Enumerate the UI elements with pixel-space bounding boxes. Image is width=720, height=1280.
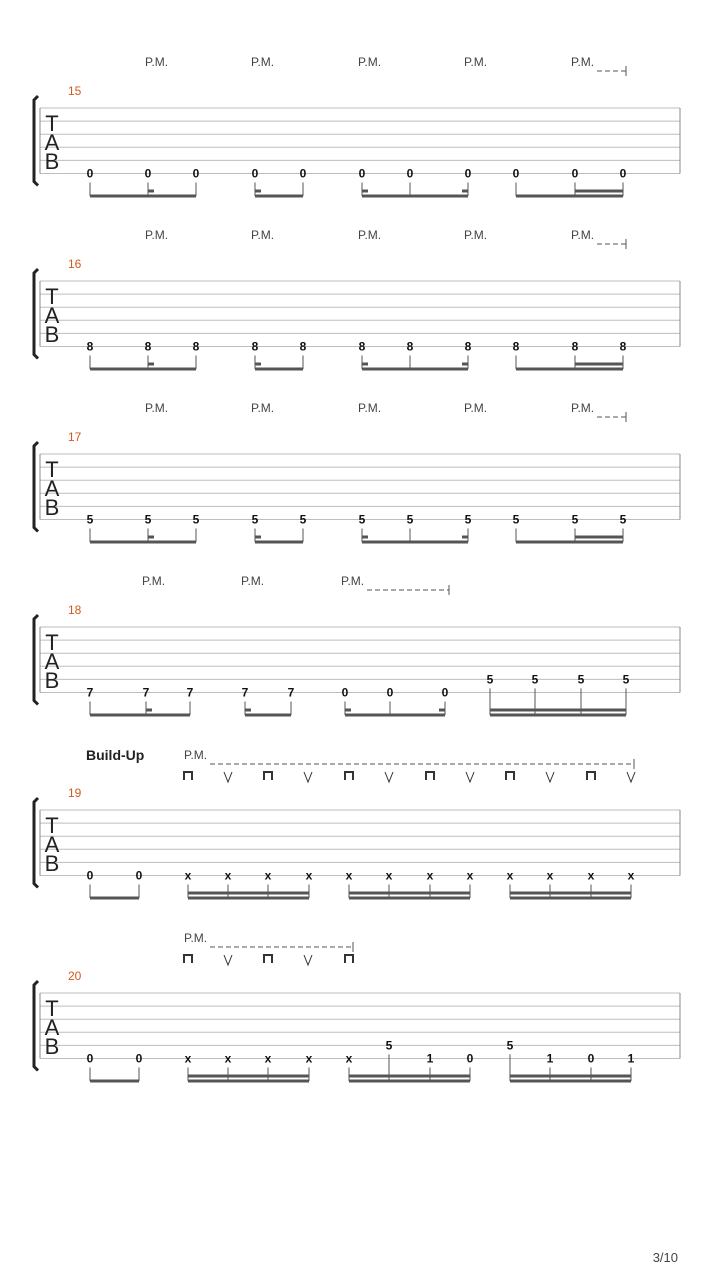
palm-mute-label: P.M.: [341, 574, 365, 588]
upstroke-icon: [224, 955, 232, 965]
palm-mute-label: P.M.: [464, 228, 488, 242]
note-beam: [510, 897, 631, 900]
note-beam-stub: [255, 190, 261, 193]
tab-clef-letter: A: [44, 649, 60, 674]
note-beam: [255, 368, 303, 371]
fret-number: 5: [571, 512, 579, 527]
note-beam-stub: [148, 363, 154, 366]
note-beam-secondary: [575, 190, 623, 193]
downstroke-icon: [184, 955, 192, 963]
note-beam-secondary: [490, 709, 626, 712]
note-beam: [516, 541, 623, 544]
downstroke-icon: [184, 772, 192, 780]
fret-number: 5: [385, 1038, 393, 1053]
fret-number: x: [385, 868, 393, 883]
note-beam: [349, 897, 470, 900]
note-beam: [90, 714, 190, 717]
fret-number: x: [587, 868, 595, 883]
fret-number: x: [224, 1051, 232, 1066]
fret-number: x: [264, 1051, 272, 1066]
tab-clef-letter: T: [45, 111, 59, 136]
fret-number: 0: [466, 1051, 474, 1066]
note-beam: [362, 368, 468, 371]
palm-mute-label: P.M.: [358, 228, 382, 242]
note-beam: [90, 1080, 139, 1083]
tab-clef-letter: T: [45, 630, 59, 655]
fret-number: 5: [577, 672, 585, 687]
downstroke-icon: [345, 772, 353, 780]
fret-number: 0: [341, 685, 349, 700]
palm-mute-label: P.M.: [142, 574, 166, 588]
note-beam-secondary: [188, 1075, 309, 1078]
fret-number: 5: [86, 512, 94, 527]
downstroke-icon: [506, 772, 514, 780]
note-beam-stub: [245, 709, 251, 712]
downstroke-icon: [264, 955, 272, 963]
note-beam-stub: [362, 363, 368, 366]
fret-number: 5: [486, 672, 494, 687]
note-beam-secondary: [510, 1075, 631, 1078]
palm-mute-label: P.M.: [251, 401, 275, 415]
fret-number: 0: [135, 868, 143, 883]
note-beam: [90, 195, 196, 198]
tab-clef-letter: A: [44, 130, 60, 155]
note-beam: [90, 368, 196, 371]
fret-number: 5: [531, 672, 539, 687]
tab-clef-letter: B: [44, 149, 60, 174]
system-bracket: [34, 269, 38, 359]
note-beam-secondary: [188, 892, 309, 895]
fret-number: 7: [241, 685, 249, 700]
tab-clef-letter: B: [44, 1034, 60, 1059]
note-beam-stub: [146, 709, 152, 712]
fret-number: x: [426, 868, 434, 883]
note-beam-stub: [255, 536, 261, 539]
note-beam: [516, 368, 623, 371]
note-beam-secondary: [510, 892, 631, 895]
note-beam-secondary: [349, 892, 470, 895]
note-beam: [188, 897, 309, 900]
tab-clef-letter: A: [44, 476, 60, 501]
fret-number: 5: [192, 512, 200, 527]
palm-mute-label: P.M.: [571, 401, 595, 415]
fret-number: 0: [571, 166, 579, 181]
note-beam-stub: [462, 536, 468, 539]
fret-number: 8: [86, 339, 94, 354]
system-bracket: [34, 442, 38, 532]
fret-number: 8: [406, 339, 414, 354]
measure-number: 20: [68, 969, 82, 983]
note-beam: [362, 195, 468, 198]
upstroke-icon: [304, 772, 312, 782]
measure-number: 16: [68, 257, 82, 271]
note-beam-stub: [148, 190, 154, 193]
palm-mute-label: P.M.: [145, 228, 169, 242]
upstroke-icon: [627, 772, 635, 782]
tab-clef-letter: T: [45, 284, 59, 309]
fret-number: 5: [299, 512, 307, 527]
fret-number: 7: [142, 685, 150, 700]
fret-number: 0: [464, 166, 472, 181]
fret-number: 8: [251, 339, 259, 354]
tab-clef-letter: A: [44, 303, 60, 328]
fret-number: x: [345, 868, 353, 883]
upstroke-icon: [546, 772, 554, 782]
measure-number: 17: [68, 430, 82, 444]
fret-number: 0: [144, 166, 152, 181]
tab-clef-letter: A: [44, 832, 60, 857]
note-beam: [90, 541, 196, 544]
fret-number: 8: [512, 339, 520, 354]
downstroke-icon: [587, 772, 595, 780]
tab-clef-letter: B: [44, 668, 60, 693]
fret-number: 5: [622, 672, 630, 687]
palm-mute-label: P.M.: [571, 228, 595, 242]
fret-number: 8: [299, 339, 307, 354]
fret-number: 1: [627, 1051, 635, 1066]
downstroke-icon: [426, 772, 434, 780]
note-beam: [510, 1080, 631, 1083]
palm-mute-label: P.M.: [464, 401, 488, 415]
fret-number: 5: [406, 512, 414, 527]
note-beam-stub: [362, 536, 368, 539]
upstroke-icon: [385, 772, 393, 782]
tab-clef-letter: T: [45, 457, 59, 482]
note-beam-secondary: [349, 1075, 470, 1078]
fret-number: 0: [86, 166, 94, 181]
fret-number: 5: [144, 512, 152, 527]
fret-number: 1: [546, 1051, 554, 1066]
fret-number: 0: [86, 1051, 94, 1066]
fret-number: 0: [192, 166, 200, 181]
palm-mute-label: P.M.: [358, 401, 382, 415]
palm-mute-label: P.M.: [241, 574, 265, 588]
fret-number: 5: [464, 512, 472, 527]
measure-number: 19: [68, 786, 82, 800]
tab-clef-letter: T: [45, 813, 59, 838]
tab-clef-letter: B: [44, 851, 60, 876]
fret-number: 8: [358, 339, 366, 354]
measure-number: 18: [68, 603, 82, 617]
fret-number: x: [345, 1051, 353, 1066]
note-beam: [255, 541, 303, 544]
fret-number: 0: [135, 1051, 143, 1066]
measure-number: 15: [68, 84, 82, 98]
upstroke-icon: [304, 955, 312, 965]
palm-mute-label: P.M.: [145, 401, 169, 415]
note-beam-secondary: [575, 536, 623, 539]
note-beam: [345, 714, 445, 717]
page-number: 3/10: [652, 1250, 678, 1265]
note-beam: [188, 1080, 309, 1083]
fret-number: 5: [512, 512, 520, 527]
fret-number: 0: [386, 685, 394, 700]
note-beam-stub: [462, 190, 468, 193]
note-beam: [490, 714, 626, 717]
fret-number: x: [305, 868, 313, 883]
note-beam-stub: [345, 709, 351, 712]
fret-number: 7: [86, 685, 94, 700]
note-beam: [362, 541, 468, 544]
palm-mute-label: P.M.: [358, 55, 382, 69]
note-beam-stub: [439, 709, 445, 712]
system-bracket: [34, 615, 38, 705]
fret-number: 0: [86, 868, 94, 883]
fret-number: 0: [299, 166, 307, 181]
note-beam-stub: [462, 363, 468, 366]
fret-number: x: [627, 868, 635, 883]
note-beam: [90, 897, 139, 900]
fret-number: 8: [619, 339, 627, 354]
palm-mute-label: P.M.: [184, 931, 208, 945]
fret-number: 8: [144, 339, 152, 354]
fret-number: 0: [512, 166, 520, 181]
system-bracket: [34, 981, 38, 1071]
upstroke-icon: [224, 772, 232, 782]
palm-mute-label: P.M.: [571, 55, 595, 69]
tab-clef-letter: T: [45, 996, 59, 1021]
upstroke-icon: [466, 772, 474, 782]
fret-number: 0: [358, 166, 366, 181]
fret-number: x: [506, 868, 514, 883]
palm-mute-label: P.M.: [145, 55, 169, 69]
note-beam: [245, 714, 291, 717]
fret-number: 5: [251, 512, 259, 527]
fret-number: x: [224, 868, 232, 883]
downstroke-icon: [264, 772, 272, 780]
fret-number: x: [184, 868, 192, 883]
tab-clef-letter: B: [44, 495, 60, 520]
note-beam-stub: [255, 363, 261, 366]
tab-clef-letter: B: [44, 322, 60, 347]
note-beam: [255, 195, 303, 198]
fret-number: 1: [426, 1051, 434, 1066]
downstroke-icon: [345, 955, 353, 963]
note-beam: [349, 1080, 470, 1083]
fret-number: 5: [358, 512, 366, 527]
fret-number: x: [184, 1051, 192, 1066]
fret-number: 5: [619, 512, 627, 527]
fret-number: 8: [571, 339, 579, 354]
fret-number: x: [466, 868, 474, 883]
palm-mute-label: P.M.: [184, 748, 208, 762]
section-label: Build-Up: [86, 747, 145, 763]
fret-number: 8: [192, 339, 200, 354]
note-beam-secondary: [575, 363, 623, 366]
fret-number: x: [546, 868, 554, 883]
fret-number: x: [264, 868, 272, 883]
fret-number: 7: [287, 685, 295, 700]
note-beam: [516, 195, 623, 198]
palm-mute-label: P.M.: [251, 228, 275, 242]
fret-number: 7: [186, 685, 194, 700]
palm-mute-label: P.M.: [464, 55, 488, 69]
fret-number: 5: [506, 1038, 514, 1053]
fret-number: 0: [406, 166, 414, 181]
note-beam-stub: [148, 536, 154, 539]
system-bracket: [34, 798, 38, 888]
fret-number: 0: [587, 1051, 595, 1066]
fret-number: 0: [251, 166, 259, 181]
fret-number: 0: [619, 166, 627, 181]
tab-clef-letter: A: [44, 1015, 60, 1040]
fret-number: 0: [441, 685, 449, 700]
system-bracket: [34, 96, 38, 186]
fret-number: x: [305, 1051, 313, 1066]
note-beam-stub: [362, 190, 368, 193]
palm-mute-label: P.M.: [251, 55, 275, 69]
fret-number: 8: [464, 339, 472, 354]
